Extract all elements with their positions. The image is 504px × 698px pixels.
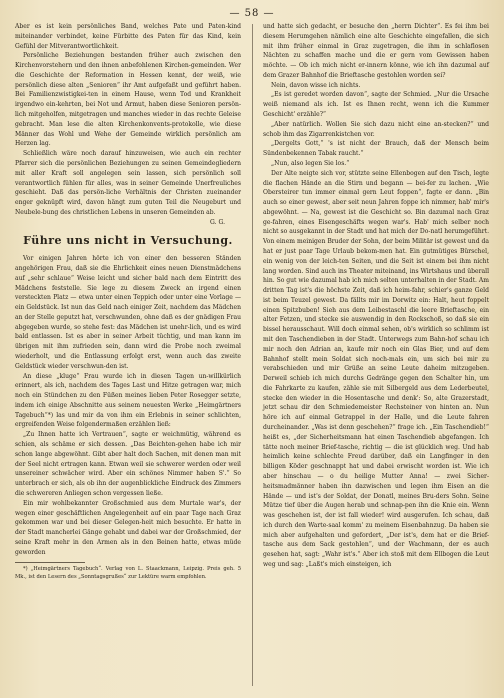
page-number: — 58 —: [229, 8, 275, 19]
paragraph: Der Alte neigte sich vor, stützte seine Ellenbogen auf den Tisch, legte die flachen Hände an die Stirn und begann — bei-fer zu lachen. „Wie Obersteirer tun immer einmal gern Leut foppen“, fagte er dann. „Bin auch so einer gewest, aber seit neun Jahren foppe ich nimmer, hab' mir's abgewöhnt. — Na, gewest ist die Geschicht so. Bin dazumal nach Graz ge-fahren, eines Eisengeschäfts wegen war's. Hab' mich selber noch nicht so ausgekannt in der Stadt und hat mich der Do-natl herumgeführt. Von einem meinigen Bruder der Sohn, der beim Militär ist gewest und da hat er just paar Tage Urlaub bekom-men hat. Ein gutmütiges Bürschel, ein wenig von der leich-ten Seiten, und die Seit ist einem bei ihm nicht lang worden. Sind auch ins Theater miteinand, ins Wirtshaus und überall hin. So gut wie dazumal hab ich mich selten unterhalten in der Stadt. Am dritten Tag ist's die höchste Zeit, daß ich heim-fahr, schier's ganze Geld ist beim Teuzel gewest. Da fällts mir im Dorwitz ein: Halt, heut foppelt einen Spitzbuben! Sieh aus dem Leibestaschl die leere Brieftasche, ein alter Fetzen, und stecke sie auswendig in den Rockschoß, so daß sie ein bissel herausschaut. Will doch einmal sehen, ob's wirklich so schlimm ist mit den Taschendieben in der Stadt. Unterwegs zum Bahn-hof schau ich mir noch den Adrian an, kaufe mir noch ein Glas Bier, und auf dem Bahnhof stellt mein Soldat sich noch-mals ein, um sich bei mir zu verabschieden und mir Grüße an seine Leute daheim mitzugeben. Derweil schieb ich mich durchs Gedränge gegen den Schalter hin, um die Fahrkarte zu kaufen, zähle sie mit Silbergeld aus dem Lederbeutel, stecke den wieder in die Hosentasche und denk': So, alte Grazerstadt, jetzt schau dir den Schmiedemeister Rechsteiner von hinten an. Nun höre ich auf einmal Getrappel in der Halle, und die Leute fahren durcheinander. „Was ist denn geschehen?“ frage ich. „Ein Taschendieb!“ heißt es, „der Sicherheitsmann hat einen Taschendieb abgefangen. Ich tätte noch meiner Brief-tasche, richtig — die ist glücklich weg. Und hab heimlich keine schlechte Freud darüber, daß ein Langfinger in den billigen Köder geschnappt hat und dabei erwischt worden ist. Wie ich aber hinschau — o du heilige Mutter Anna! — zwei Sicher-heitsmadmänner haben ihn dazwischen und legen ihm Eisen an die Hände — und ist's der Soldat, der Donatl, meines Bru-ders Sohn. Seine Mütze tief über die Augen herab und schnap-pen ihn die Knie ein. Wenn was geschehen ist, der ist fall wieder! wird ausgerufen. Ich schau, daß ich durch den Warte-saal komm' zu meinem Eisenbahnzug. Da haben sie mich aber aufgehalten und gefordert, „Der ist's, dem hat er die Brief-tasche aus dem Sack gestohlen“, und der Wachmann, der es auch gesehen hat, sagt: „Wahr ist's.“ Aber ich stoß mit dem Ellbogen die Leut weg und sag: „Laßt's mich einsteigen, ich: [263, 169, 489, 568]
left-column: [15, 22, 241, 581]
footnote-divider: [15, 562, 85, 563]
footnote: *) „Heimgärtners Tagebuch“. Verlag von L. Staackmann, Leipzig. Preis geh. 5 Mk., ist den Lesern des „Sonntagsgrußes“ zur Lektüre warm empfohlen.: [15, 566, 241, 580]
paragraph: „Es ist geredet worden davon“, sagte der Schmied. „Nur die Ursache weiß niemand als ich. Ist es Ihnen recht, wenn ich die Kummer Geschicht' erzähle?“: [263, 91, 489, 119]
signature: G. G.: [210, 218, 225, 226]
paragraph: „Zu Ihnen hatte ich Vertrauen“, sagte er weichmütig, während es schien, als schäme er sich dessen. „Das Beichten-gehen habe ich mir schon lange abgewöhnt. Gibt aber halt doch Sachen, mit denen man mit der Seel nicht ertragen kann. Etwan weil sie schwerer werden oder weil unsereiner schwächer wird. Aber ein schönes Nimmer haben S'.“ So unterbrach er sich, als ob ihn der augenblickliche Eindruck des Zimmers die schwereren Anliegen schon vergessen ließe.: [15, 431, 241, 497]
paragraph: „Dergelts Gott,“ 's ist nicht der Brauch, daß der Mensch beim Sündenbekennen Tabak raucht.“: [263, 140, 489, 158]
right-column: [263, 22, 489, 570]
paragraph: Nein, davon wisse ich nichts.: [271, 81, 361, 89]
paragraph: Persönliche Beziehungen bestanden früher auch zwischen den Kirchenvorstehern und den ihnen anbefohlenen Kirchen-gemeinden. Wer die Geschichte der Reformation in Hessen kennt, der weiß, wie persönlich diese alten „Senioren“ ihr Amt aufgefaßt und geführt haben. Bei Familienzwistigkei-ten in einem Hause, wenn Tod und Krankheit irgendwo ein-kehrten, bei Not und Armut, haben diese Senioren persön-lich mitgeholfen, mitgetragen und manches wieder in das rechte Geleise gebracht. Man lese die alten Kirchenkonvents-protokolle, wie diese Männer das Wohl und Wehe der Gemeinde wirklich persönlich am Herzen lag.: [15, 52, 241, 148]
paragraph: An diese „kluge“ Frau wurde ich in diesen Tagen un-willkürlich erinnert, als ich, nachdem des Tages Last und Hitze getragen war, mich noch ein Stündchen zu den Füßen meines lieben Peter Rosegger setzte, indem ich einige Abschnitte aus seinem neuesten Werke „Heimgärtners Tagebuch“*) las und mir da von ihm ein Erlebnis in seiner schlichten, ergreifenden Weise folgendermaßen erzählen ließ:: [15, 372, 241, 429]
column-divider: [252, 24, 253, 686]
paragraph: Ein mir wohlbekannter Großschmied aus dem Murtale war's, der wegen einer geschäftlichen Angelegenheit auf ein paar Tage nach Graz gekommen war und bei dieser Gelegen-heit mich besuchte. Er hatte in der Stadt mancherlei Gänge gehabt und dabei war der Großschmied, der seine Kraft mehr in den Armen als in den Beinen hatte, etwas müde geworden: [15, 499, 241, 556]
paragraph: Aber es ist kein persönliches Band, welches Pate und Paten-kind miteinander verbindet, keine Fürbitte des Paten für das Kind, kein Gefühl der Mitverantwortlichkeit.: [15, 23, 241, 50]
paragraph: „Nun, also legen Sie los.“: [271, 159, 350, 167]
paragraph: und hatte sich gedacht, er besuche den „herrn Dichter“. Es fei ihm bei diesem Herumgehen nämlich eine alte Geschichte eingefallen, die sich mit ihm früher einmal in Graz zugetragen, die ihm in schlaflosen Nächten zu schaffen mache und die er gern vom Gewissen haben möchte. — Ob ich mich nicht er-innern könne, wie ich ihn dazumal auf dem Grazer Bahnhof die Brieftasche gestohlen worden sei?: [263, 23, 489, 79]
paragraph: „Aber natürlich. Wollen Sie sich dazu nicht eine an-stecken?“ und schob ihm das Zigarrenkistchen vor.: [263, 120, 489, 138]
article-heading: Führe uns nicht in Versuchung.: [23, 234, 233, 248]
paragraph: Vor einigen Jahren hörte ich von einer den besseren Ständen angehörigen Frau, daß sie die Ehrlichkeit eines neuen Dienstmädchens auf „sehr schlaue“ Weise leicht und sicher bald nach dem Eintritt des Mädchens feststelle. Sie lege zu diesem Zweck an irgend einen versteckten Platz — etwa unter einen Teppich oder unter eine Vorlage — ein Geldstück. Ist nun das Geld nach einiger Zeit, nachdem das Mädchen an der Stelle geputzt hat, verschwunden, ohne daß es der gnädigen Frau abgegeben wurde, so stehe fest: das Mädchen ist unehr-lich, und es wird bald entlassen. Ist es aber in seiner Arbeit tüchtig, und man kann im übrigen mit ihm zufrieden sein, dann wird die Probe noch zweimal wiederholt, und die Entlassung erfolgt erst, wenn auch das zweite Geldstück wieder verschwun-den ist.: [15, 255, 241, 370]
paragraph: Schließlich wäre noch darauf hinzuweisen, wie auch ein rechter Pfarrer sich die persönlichen Beziehungen zu seinen Gemeindegliedern mit aller Kraft soll angelegen sein lassen, sich persönlich soll verantwortlich fühlen für alles, was in seiner Gemeinde Unerfreuliches geschieht. Daß das persön-liche Verhältnis der Christen zueinander enger geknüpft wird, davon hängt zum guten Teil die Neugeburt und Neubele-bung des christlichen Lebens in unseren Gemeinden ab.: [15, 150, 241, 216]
